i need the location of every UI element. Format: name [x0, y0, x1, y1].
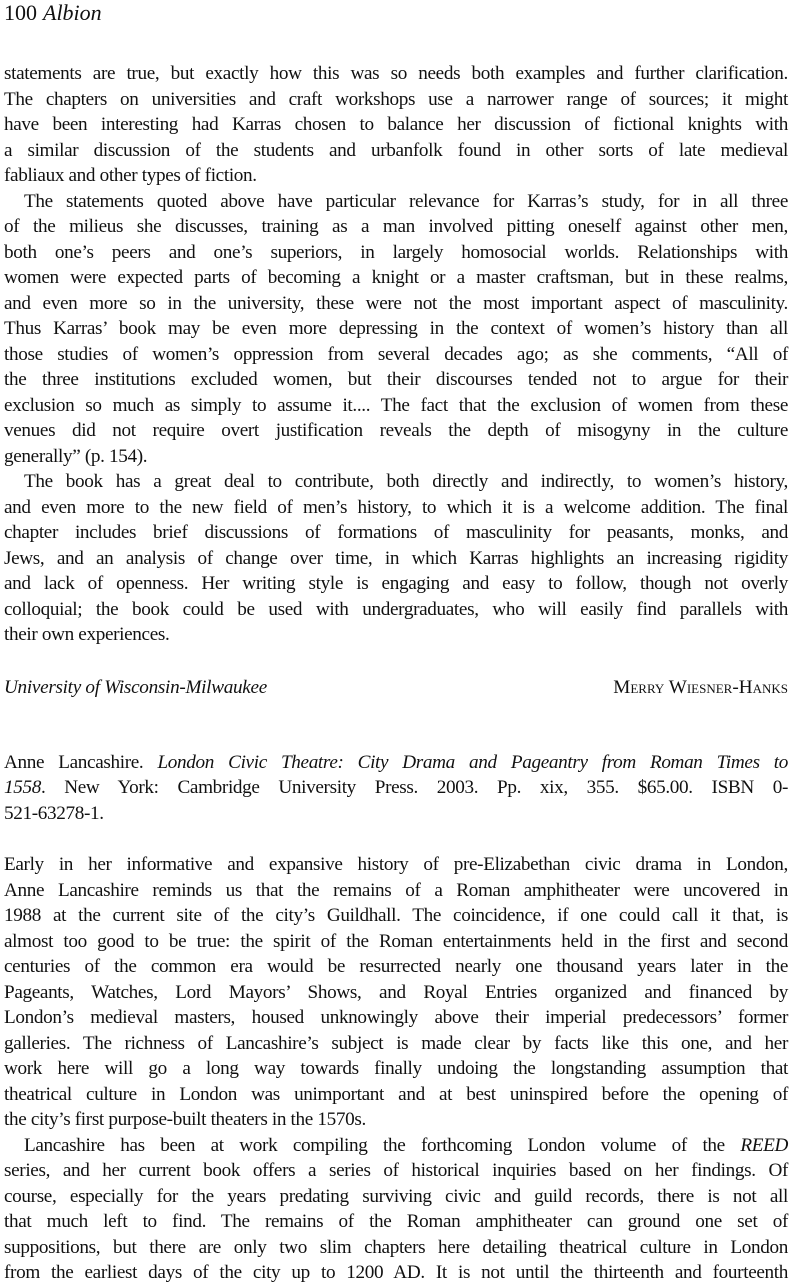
review-signature	[4, 675, 788, 701]
text-line: generally” (p. 154).	[4, 446, 148, 467]
text-line: that much left to find. The remains of the Roman amphitheater can ground one set of	[4, 1211, 788, 1232]
text-line: fabliaux and other types of fiction.	[4, 165, 257, 186]
reviewer-name: Merry Wiesner-Hanks	[613, 677, 788, 698]
text-line: The statements quoted above have particular relevance for Karras’s study, for in all three	[24, 191, 788, 212]
text-line: both one’s peers and one’s superiors, in largely homosocial worlds. Relationships with	[4, 242, 788, 263]
citation-line-2	[4, 775, 788, 801]
text-line: women were expected parts of becoming a knight or a master craftsman, but in these realms,	[4, 267, 788, 288]
text-line: a similar discussion of the students and urbanfolk found in other sorts of late medieval	[4, 140, 788, 161]
text-line: colloquial; the book could be used with undergraduates, who will easily find parallels with	[4, 599, 788, 620]
text-line: Early in her informative and expansive history of pre-Elizabethan civic drama in London,	[4, 854, 788, 875]
text-line: work here will go a long way towards finally undoing the longstanding assumption that	[4, 1058, 788, 1079]
text-line: of the milieus she discusses, training as a man involved pitting oneself against other men,	[4, 216, 788, 237]
text-line: and lack of openness. Her writing style is engaging and easy to follow, though not overly	[4, 573, 788, 594]
citation-line-3: 521-63278-1.	[4, 803, 104, 824]
text-line-last: their own experiences.	[4, 624, 170, 645]
text-line: centuries of the common era would be resurrected nearly one thousand years later in the	[4, 956, 788, 977]
text-line: and even more so in the university, these were not the most important aspect of masculinity.	[4, 293, 788, 314]
text-line: almost too good to be true: the spirit of the Roman entertainments held in the first and second	[4, 931, 788, 952]
reviewer-affiliation: University of Wisconsin-Milwaukee	[4, 677, 267, 698]
text-line: from the earliest days of the city up to 1200 AD. It is not until the thirteenth and fourteenth	[4, 1262, 788, 1283]
text-line: chapter includes brief discussions of formations of masculinity for peasants, monks, and	[4, 522, 788, 543]
text-line: galleries. The richness of Lancashire’s subject is made clear by facts like this one, and her	[4, 1033, 788, 1054]
journal-title: Albion	[43, 0, 102, 25]
text-line: course, especially for the years predating surviving civic and guild records, there is not all	[4, 1186, 788, 1207]
text-line: series, and her current book offers a series of historical inquiries based on her findings. Of	[4, 1160, 788, 1181]
text-line: statements are true, but exactly how this was so needs both examples and further clarification.	[4, 63, 788, 84]
text-line: exclusion so much as simply to assume it.... The fact that the exclusion of women from these	[4, 395, 788, 416]
publication-details: . New York: Cambridge University Press. 2003. Pp. xix, 355. $65.00. ISBN 0-	[40, 777, 788, 798]
text-line: and even more to the new field of men’s history, to which it is a welcome addition. The final	[4, 497, 788, 518]
text-line: The book has a great deal to contribute, both directly and indirectly, to women’s history,	[24, 471, 788, 492]
text-line: Jews, and an analysis of change over time, in which Karras highlights an increasing rigidity	[4, 548, 788, 569]
text-line: those studies of women’s oppression from several decades ago; as she comments, “All of	[4, 344, 788, 365]
book-author: Anne Lancashire.	[4, 752, 144, 773]
page-number: 100	[4, 0, 37, 25]
text-line: venues did not require overt justification reveals the depth of misogyny in the culture	[4, 420, 788, 441]
text-line: suppositions, but there are only two slim chapters here detailing theatrical culture in London	[4, 1237, 788, 1258]
text-line: The chapters on universities and craft workshops use a narrower range of sources; it might	[4, 89, 788, 110]
text-line: have been interesting had Karras chosen to balance her discussion of fictional knights with	[4, 114, 788, 135]
text-segment: Lancashire has been at work compiling the forthcoming London volume of the	[24, 1135, 725, 1156]
text-line: Anne Lancashire reminds us that the remains of a Roman amphitheater were uncovered in	[4, 880, 788, 901]
text-line: London’s medieval masters, housed unknowingly above their imperial predecessors’ former	[4, 1007, 788, 1028]
text-line: the three institutions excluded women, but their discourses tended not to argue for their	[4, 369, 788, 390]
text-line: the city’s first purpose-built theaters in the 1570s.	[4, 1109, 366, 1130]
running-header	[4, 0, 102, 26]
text-line	[24, 1133, 788, 1159]
series-title: REED	[740, 1135, 789, 1156]
text-line: 1988 at the current site of the city’s Guildhall. The coincidence, if one could call it that, is	[4, 905, 788, 926]
text-line: Thus Karras’ book may be even more depressing in the context of women’s history than all	[4, 318, 788, 339]
book-title: London Civic Theatre: City Drama and Pageantry from Roman Times to	[157, 752, 789, 773]
citation-line-1	[4, 750, 788, 776]
text-line: theatrical culture in London was unimportant and at best uninspired before the opening of	[4, 1084, 788, 1105]
text-line: Pageants, Watches, Lord Mayors’ Shows, and Royal Entries organized and financed by	[4, 982, 788, 1003]
book-title-year: 1558	[4, 777, 41, 798]
